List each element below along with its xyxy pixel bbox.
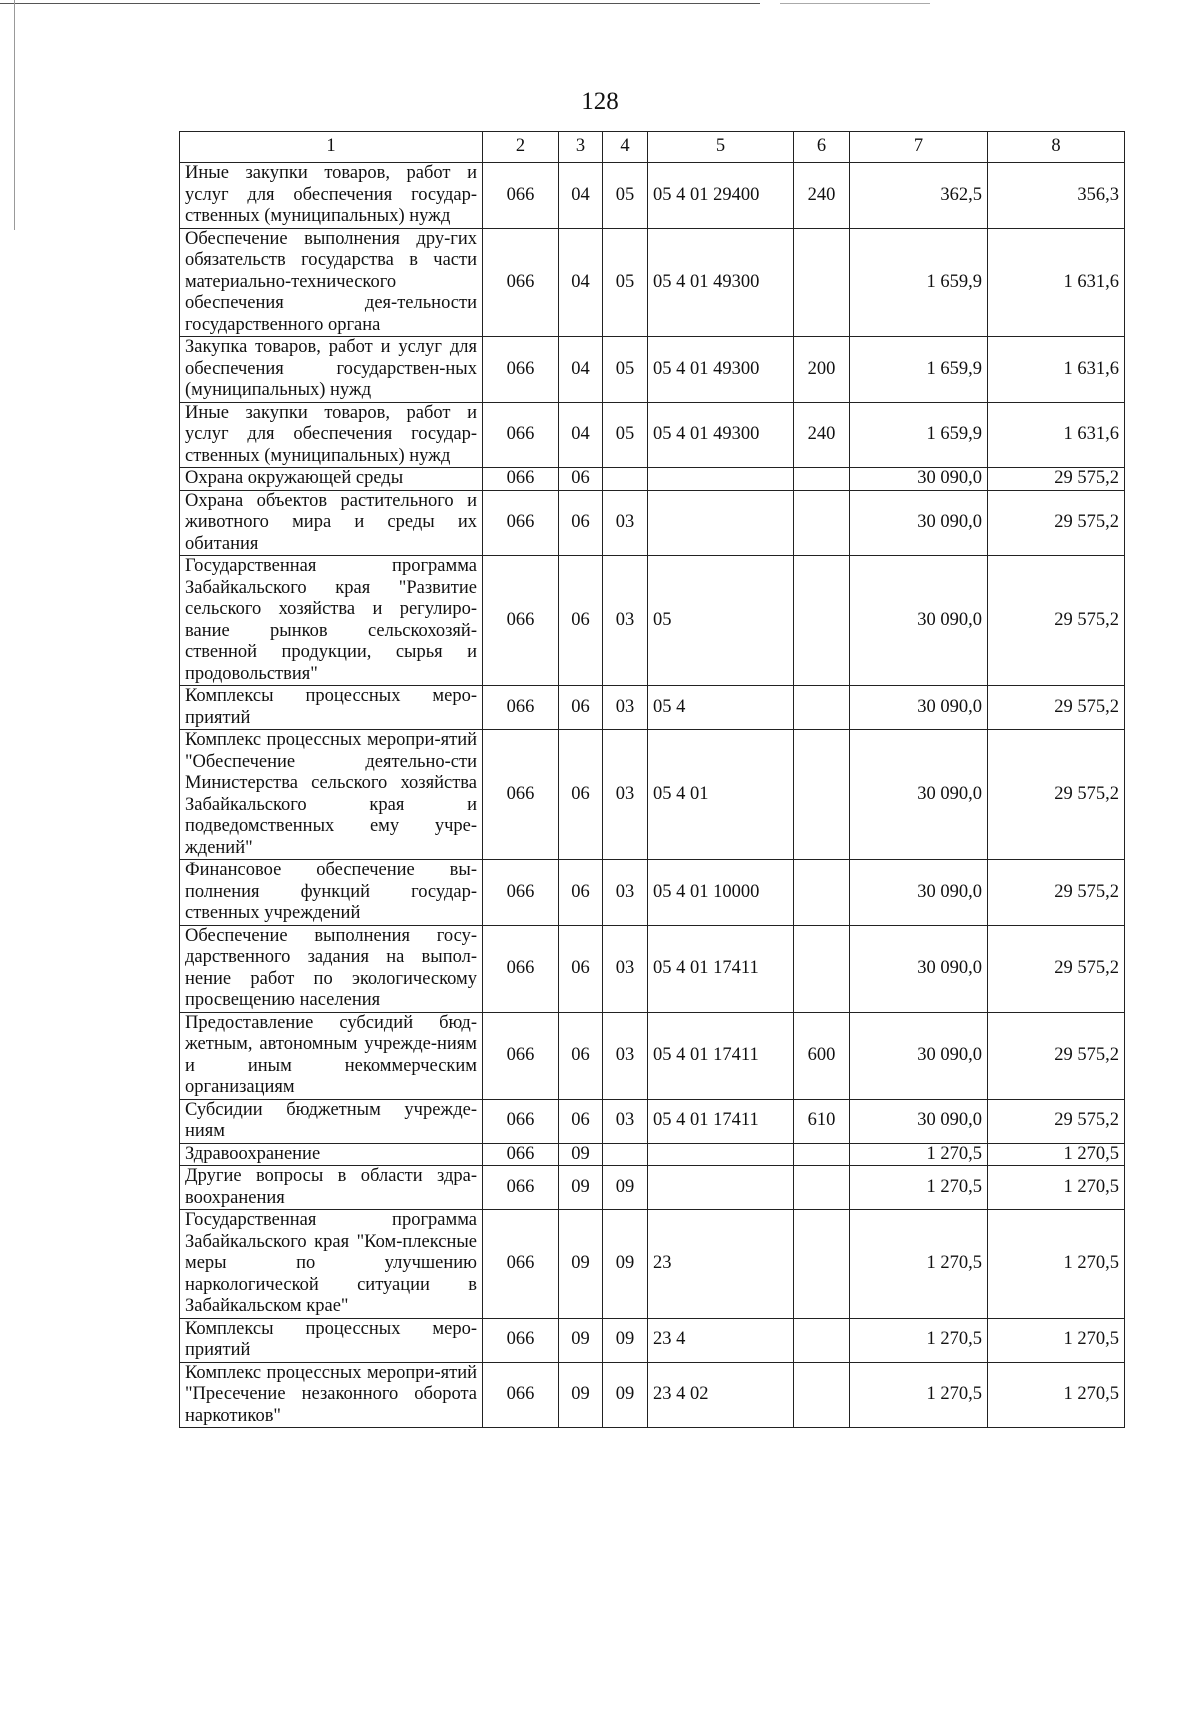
row-name-cell: Субсидии бюджетным учрежде-ниям bbox=[180, 1099, 483, 1143]
row-name-cell: Предоставление субсидий бюд-жетным, автономным учрежде-ниям и иным некоммерческим организациям bbox=[180, 1012, 483, 1099]
subsection-code-cell: 03 bbox=[603, 686, 648, 730]
amount-col8-cell: 29 575,2 bbox=[988, 925, 1125, 1012]
table-row bbox=[180, 1099, 1125, 1143]
target-article-cell: 05 4 01 10000 bbox=[648, 860, 794, 926]
grbs-code-cell: 066 bbox=[483, 860, 559, 926]
row-name-cell: Охрана окружающей среды bbox=[180, 468, 483, 491]
target-article-cell: 05 4 01 17411 bbox=[648, 1012, 794, 1099]
amount-col7-cell: 30 090,0 bbox=[850, 1099, 988, 1143]
table-body bbox=[180, 132, 1125, 1428]
table-row bbox=[180, 337, 1125, 403]
amount-col8-cell: 356,3 bbox=[988, 163, 1125, 229]
subsection-code-cell: 05 bbox=[603, 228, 648, 337]
table-row bbox=[180, 402, 1125, 468]
amount-col8-cell: 1 270,5 bbox=[988, 1318, 1125, 1362]
section-code-cell: 06 bbox=[559, 925, 603, 1012]
grbs-code-cell: 066 bbox=[483, 228, 559, 337]
scan-edge-line bbox=[780, 3, 930, 4]
subsection-code-cell: 03 bbox=[603, 1099, 648, 1143]
grbs-code-cell: 066 bbox=[483, 925, 559, 1012]
expense-type-cell bbox=[794, 925, 850, 1012]
amount-col8-cell: 1 631,6 bbox=[988, 228, 1125, 337]
grbs-code-cell: 066 bbox=[483, 686, 559, 730]
amount-col8-cell: 1 270,5 bbox=[988, 1143, 1125, 1166]
section-code-cell: 06 bbox=[559, 1099, 603, 1143]
expense-type-cell bbox=[794, 468, 850, 491]
amount-col8-cell: 29 575,2 bbox=[988, 490, 1125, 556]
subsection-code-cell: 09 bbox=[603, 1166, 648, 1210]
expense-type-cell: 600 bbox=[794, 1012, 850, 1099]
expense-type-cell bbox=[794, 1143, 850, 1166]
row-name-cell: Обеспечение выполнения госу-дарственного задания на выпол-нение работ по экологическому просвещению населения bbox=[180, 925, 483, 1012]
subsection-code-cell: 09 bbox=[603, 1210, 648, 1319]
column-header: 8 bbox=[988, 132, 1125, 163]
row-name-cell: Государственная программа Забайкальского края "Ком-плексные меры по улучшению наркологической ситуации в Забайкальском крае" bbox=[180, 1210, 483, 1319]
table-row bbox=[180, 730, 1125, 860]
amount-col8-cell: 1 270,5 bbox=[988, 1166, 1125, 1210]
amount-col7-cell: 1 659,9 bbox=[850, 337, 988, 403]
table-row bbox=[180, 556, 1125, 686]
row-name-cell: Финансовое обеспечение вы-полнения функций государ-ственных учреждений bbox=[180, 860, 483, 926]
amount-col7-cell: 1 270,5 bbox=[850, 1318, 988, 1362]
subsection-code-cell: 09 bbox=[603, 1318, 648, 1362]
table-row bbox=[180, 228, 1125, 337]
target-article-cell: 05 4 01 49300 bbox=[648, 402, 794, 468]
row-name-cell: Иные закупки товаров, работ и услуг для обеспечения государ-ственных (муниципальных) нужд bbox=[180, 402, 483, 468]
section-code-cell: 04 bbox=[559, 337, 603, 403]
row-name-cell: Обеспечение выполнения дру-гих обязательств государства в части материально-технического обеспечения дея-тельности государственного органа bbox=[180, 228, 483, 337]
table-row bbox=[180, 1166, 1125, 1210]
column-header: 7 bbox=[850, 132, 988, 163]
expense-type-cell bbox=[794, 556, 850, 686]
section-code-cell: 06 bbox=[559, 860, 603, 926]
grbs-code-cell: 066 bbox=[483, 1318, 559, 1362]
target-article-cell: 05 4 01 17411 bbox=[648, 1099, 794, 1143]
target-article-cell: 05 4 bbox=[648, 686, 794, 730]
grbs-code-cell: 066 bbox=[483, 337, 559, 403]
table-row bbox=[180, 490, 1125, 556]
expense-type-cell bbox=[794, 228, 850, 337]
amount-col7-cell: 1 659,9 bbox=[850, 228, 988, 337]
amount-col7-cell: 1 659,9 bbox=[850, 402, 988, 468]
expense-type-cell bbox=[794, 1166, 850, 1210]
row-name-cell: Иные закупки товаров, работ и услуг для обеспечения государ-ственных (муниципальных) нужд bbox=[180, 163, 483, 229]
subsection-code-cell: 09 bbox=[603, 1362, 648, 1428]
amount-col8-cell: 1 270,5 bbox=[988, 1362, 1125, 1428]
row-name-cell: Другие вопросы в области здра-воохранения bbox=[180, 1166, 483, 1210]
amount-col7-cell: 1 270,5 bbox=[850, 1362, 988, 1428]
expense-type-cell bbox=[794, 686, 850, 730]
table-row bbox=[180, 163, 1125, 229]
target-article-cell: 23 4 bbox=[648, 1318, 794, 1362]
subsection-code-cell: 03 bbox=[603, 556, 648, 686]
table-row bbox=[180, 1143, 1125, 1166]
target-article-cell: 05 4 01 bbox=[648, 730, 794, 860]
expense-type-cell: 240 bbox=[794, 402, 850, 468]
amount-col7-cell: 30 090,0 bbox=[850, 925, 988, 1012]
amount-col7-cell: 30 090,0 bbox=[850, 686, 988, 730]
grbs-code-cell: 066 bbox=[483, 490, 559, 556]
table-row bbox=[180, 686, 1125, 730]
amount-col8-cell: 29 575,2 bbox=[988, 730, 1125, 860]
amount-col8-cell: 1 631,6 bbox=[988, 402, 1125, 468]
amount-col7-cell: 1 270,5 bbox=[850, 1166, 988, 1210]
grbs-code-cell: 066 bbox=[483, 1210, 559, 1319]
expense-type-cell: 610 bbox=[794, 1099, 850, 1143]
row-name-cell: Закупка товаров, работ и услуг для обеспечения государствен-ных (муниципальных) нужд bbox=[180, 337, 483, 403]
amount-col8-cell: 1 631,6 bbox=[988, 337, 1125, 403]
table-row bbox=[180, 468, 1125, 491]
row-name-cell: Здравоохранение bbox=[180, 1143, 483, 1166]
target-article-cell bbox=[648, 1143, 794, 1166]
amount-col8-cell: 29 575,2 bbox=[988, 1012, 1125, 1099]
amount-col8-cell: 29 575,2 bbox=[988, 556, 1125, 686]
column-header: 6 bbox=[794, 132, 850, 163]
column-header: 3 bbox=[559, 132, 603, 163]
target-article-cell: 23 4 02 bbox=[648, 1362, 794, 1428]
amount-col7-cell: 30 090,0 bbox=[850, 730, 988, 860]
subsection-code-cell bbox=[603, 1143, 648, 1166]
section-code-cell: 06 bbox=[559, 468, 603, 491]
subsection-code-cell: 03 bbox=[603, 1012, 648, 1099]
subsection-code-cell: 05 bbox=[603, 402, 648, 468]
budget-table bbox=[179, 131, 1125, 1428]
section-code-cell: 06 bbox=[559, 1012, 603, 1099]
expense-type-cell bbox=[794, 1210, 850, 1319]
header-row bbox=[180, 132, 1125, 163]
row-name-cell: Комплексы процессных меро-приятий bbox=[180, 686, 483, 730]
grbs-code-cell: 066 bbox=[483, 402, 559, 468]
amount-col8-cell: 29 575,2 bbox=[988, 1099, 1125, 1143]
amount-col7-cell: 30 090,0 bbox=[850, 468, 988, 491]
target-article-cell: 23 bbox=[648, 1210, 794, 1319]
scan-edge-line bbox=[0, 3, 760, 4]
column-header: 5 bbox=[648, 132, 794, 163]
amount-col8-cell: 29 575,2 bbox=[988, 860, 1125, 926]
amount-col7-cell: 1 270,5 bbox=[850, 1143, 988, 1166]
amount-col8-cell: 29 575,2 bbox=[988, 686, 1125, 730]
target-article-cell bbox=[648, 468, 794, 491]
amount-col8-cell: 29 575,2 bbox=[988, 468, 1125, 491]
amount-col7-cell: 362,5 bbox=[850, 163, 988, 229]
expense-type-cell bbox=[794, 1362, 850, 1428]
target-article-cell: 05 4 01 49300 bbox=[648, 228, 794, 337]
grbs-code-cell: 066 bbox=[483, 1012, 559, 1099]
section-code-cell: 09 bbox=[559, 1362, 603, 1428]
table-row bbox=[180, 1012, 1125, 1099]
table-row bbox=[180, 1210, 1125, 1319]
target-article-cell: 05 4 01 17411 bbox=[648, 925, 794, 1012]
grbs-code-cell: 066 bbox=[483, 163, 559, 229]
section-code-cell: 09 bbox=[559, 1318, 603, 1362]
grbs-code-cell: 066 bbox=[483, 1143, 559, 1166]
target-article-cell bbox=[648, 1166, 794, 1210]
expense-type-cell: 200 bbox=[794, 337, 850, 403]
section-code-cell: 09 bbox=[559, 1143, 603, 1166]
grbs-code-cell: 066 bbox=[483, 1166, 559, 1210]
column-header: 4 bbox=[603, 132, 648, 163]
grbs-code-cell: 066 bbox=[483, 556, 559, 686]
subsection-code-cell: 05 bbox=[603, 163, 648, 229]
grbs-code-cell: 066 bbox=[483, 468, 559, 491]
target-article-cell bbox=[648, 490, 794, 556]
amount-col7-cell: 1 270,5 bbox=[850, 1210, 988, 1319]
subsection-code-cell bbox=[603, 468, 648, 491]
amount-col7-cell: 30 090,0 bbox=[850, 1012, 988, 1099]
target-article-cell: 05 bbox=[648, 556, 794, 686]
amount-col7-cell: 30 090,0 bbox=[850, 556, 988, 686]
section-code-cell: 09 bbox=[559, 1166, 603, 1210]
subsection-code-cell: 03 bbox=[603, 730, 648, 860]
amount-col7-cell: 30 090,0 bbox=[850, 860, 988, 926]
section-code-cell: 06 bbox=[559, 556, 603, 686]
section-code-cell: 06 bbox=[559, 686, 603, 730]
section-code-cell: 06 bbox=[559, 490, 603, 556]
grbs-code-cell: 066 bbox=[483, 1099, 559, 1143]
expense-type-cell bbox=[794, 490, 850, 556]
column-header: 2 bbox=[483, 132, 559, 163]
grbs-code-cell: 066 bbox=[483, 730, 559, 860]
section-code-cell: 09 bbox=[559, 1210, 603, 1319]
row-name-cell: Охрана объектов растительного и животного мира и среды их обитания bbox=[180, 490, 483, 556]
expense-type-cell: 240 bbox=[794, 163, 850, 229]
amount-col8-cell: 1 270,5 bbox=[988, 1210, 1125, 1319]
table-row bbox=[180, 925, 1125, 1012]
target-article-cell: 05 4 01 29400 bbox=[648, 163, 794, 229]
subsection-code-cell: 03 bbox=[603, 860, 648, 926]
row-name-cell: Комплекс процессных меропри-ятий "Обеспечение деятельно-сти Министерства сельского хозяйства Забайкальского края и подведомственных ему учре-ждений" bbox=[180, 730, 483, 860]
expense-type-cell bbox=[794, 1318, 850, 1362]
target-article-cell: 05 4 01 49300 bbox=[648, 337, 794, 403]
section-code-cell: 04 bbox=[559, 228, 603, 337]
page-number: 128 bbox=[581, 88, 619, 115]
subsection-code-cell: 03 bbox=[603, 925, 648, 1012]
subsection-code-cell: 03 bbox=[603, 490, 648, 556]
grbs-code-cell: 066 bbox=[483, 1362, 559, 1428]
column-header: 1 bbox=[180, 132, 483, 163]
expense-type-cell bbox=[794, 730, 850, 860]
row-name-cell: Комплексы процессных меро-приятий bbox=[180, 1318, 483, 1362]
table-row bbox=[180, 860, 1125, 926]
table-row bbox=[180, 1362, 1125, 1428]
table-row bbox=[180, 1318, 1125, 1362]
expense-type-cell bbox=[794, 860, 850, 926]
section-code-cell: 04 bbox=[559, 402, 603, 468]
row-name-cell: Государственная программа Забайкальского края "Развитие сельского хозяйства и регулиро-вание рынков сельскохозяй-ственной продукции, сырья и продовольствия" bbox=[180, 556, 483, 686]
section-code-cell: 06 bbox=[559, 730, 603, 860]
subsection-code-cell: 05 bbox=[603, 337, 648, 403]
amount-col7-cell: 30 090,0 bbox=[850, 490, 988, 556]
row-name-cell: Комплекс процессных меропри-ятий "Пресечение незаконного оборота наркотиков" bbox=[180, 1362, 483, 1428]
section-code-cell: 04 bbox=[559, 163, 603, 229]
